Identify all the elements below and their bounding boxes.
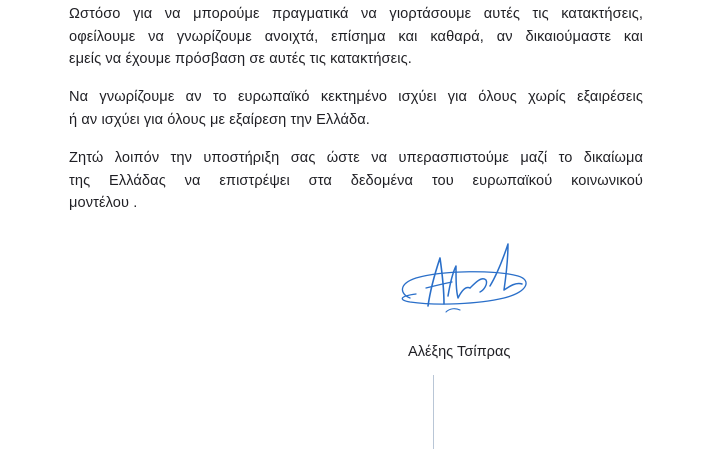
paragraph-line: Να γνωρίζουμε αν το ευρωπαϊκό κεκτημένο ισχύει για όλους χωρίς εξαιρέσεις [69, 89, 643, 105]
paragraph-european-acquis [69, 86, 643, 131]
signer-name: Αλέξης Τσίπρας [408, 344, 511, 360]
handwritten-signature [386, 236, 536, 326]
paragraph-line: οφείλουμε να γνωρίζουμε ανοιχτά, επίσημα και καθαρά, αν δικαιούμαστε και [69, 28, 643, 45]
paragraph-line: μοντέλου . [69, 195, 138, 211]
paragraph-request-support [69, 147, 643, 215]
paragraph-line: της Ελλάδας να επιστρέψει στα δεδομένα του ευρωπαϊκού κοινωνικού [69, 172, 643, 189]
fold-line [433, 375, 434, 449]
paragraph-line: ή αν ισχύει για όλους με εξαίρεση την Ελλάδα. [69, 111, 370, 128]
paragraph-line: Ζητώ λοιπόν την υποστήριξη σας ώστε να υπερασπιστούμε μαζί το δικαίωμα [69, 150, 643, 166]
paragraph-celebration [69, 3, 643, 71]
paragraph-line: Ωστόσο για να μπορούμε πραγματικά να γιορτάσουμε αυτές τις κατακτήσεις, [69, 6, 643, 22]
paragraph-line: εμείς να έχουμε πρόσβαση σε αυτές τις κατακτήσεις. [69, 51, 412, 67]
